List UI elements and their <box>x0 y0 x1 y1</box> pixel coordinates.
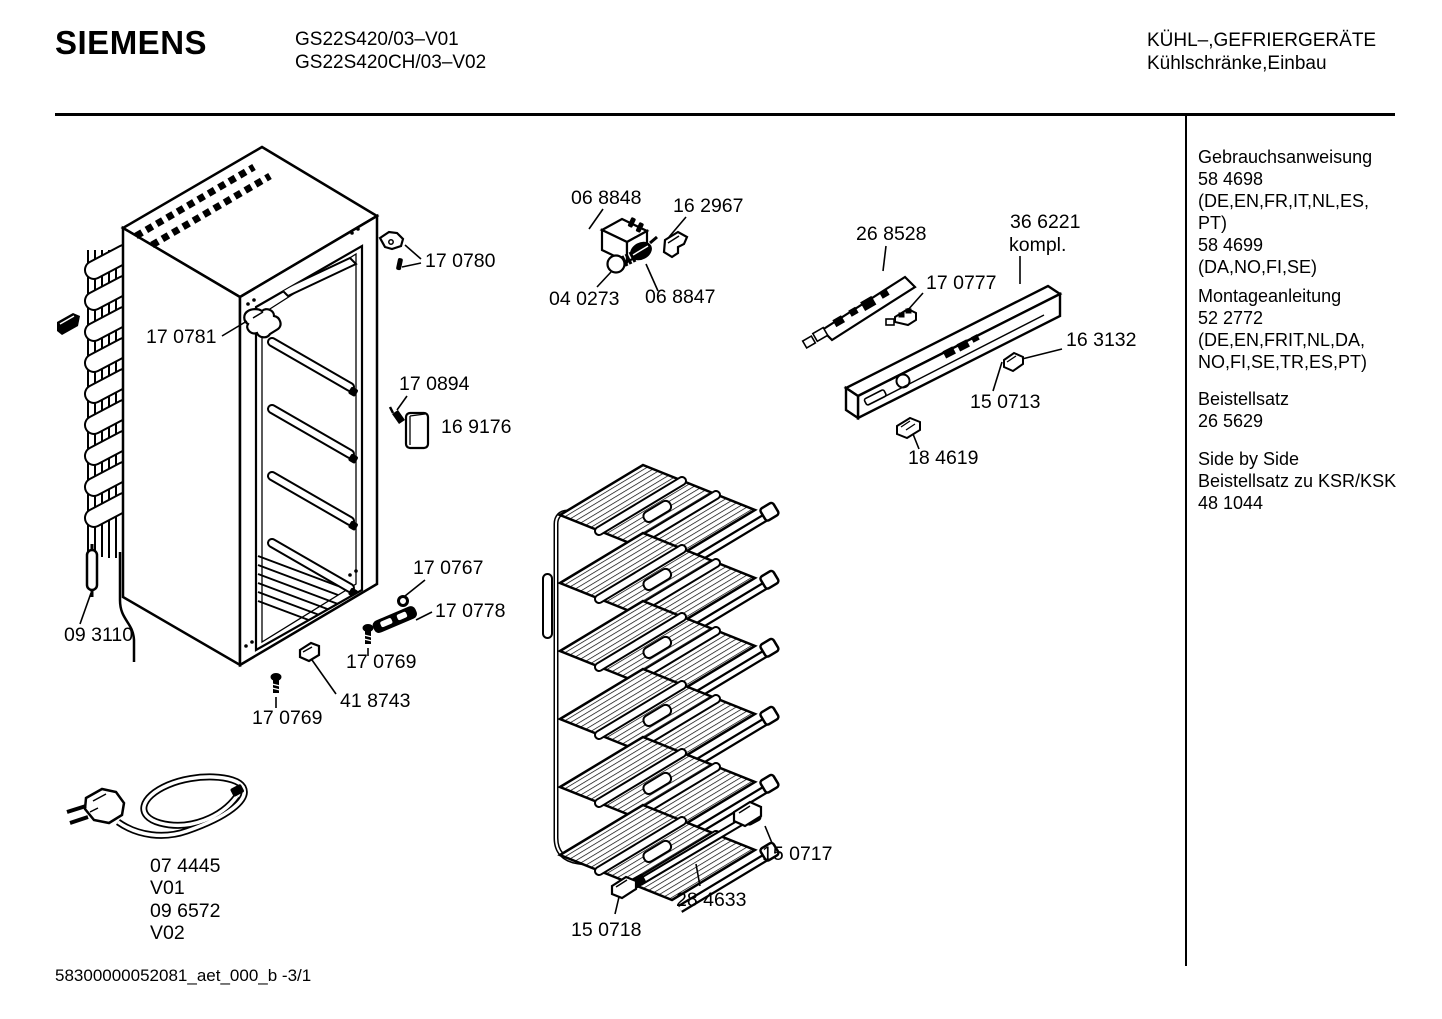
category-line-2: Kühlschränke,Einbau <box>1147 53 1327 74</box>
section-line: (DE,EN,FR,IT,NL,ES, <box>1198 191 1370 211</box>
shelf-stack-drawing <box>543 465 779 909</box>
bracket-4619-part <box>897 418 920 438</box>
control-panel-drawing <box>803 277 1060 438</box>
section-line: (DE,EN,FRIT,NL,DA, <box>1198 330 1366 350</box>
part-label-170767: 17 0767 <box>413 557 484 579</box>
document-id: 58300000052081_aet_000_b -3/1 <box>55 966 312 985</box>
part-label-kompl: kompl. <box>1009 234 1067 256</box>
top-hinge-part <box>380 232 403 270</box>
part-label-096572: 09 6572 <box>150 900 221 922</box>
bottom-hinge-plate <box>371 605 418 635</box>
part-label-170780: 17 0780 <box>425 250 496 272</box>
screw-part <box>271 673 282 693</box>
drier-part <box>87 544 97 597</box>
part-label-284633: 28 4633 <box>676 889 747 911</box>
board-clip-part <box>886 309 916 325</box>
section-line: PT) <box>1198 213 1227 233</box>
part-label-184619: 18 4619 <box>908 447 979 469</box>
cabinet-body <box>123 147 377 665</box>
part-label-170781: 17 0781 <box>146 326 217 348</box>
power-cord-drawing <box>67 777 245 835</box>
section-title: Side by Side <box>1198 449 1300 469</box>
panel-clip-part <box>1004 353 1023 371</box>
section-title: Gebrauchsanweisung <box>1198 147 1373 167</box>
part-label-093110: 09 3110 <box>64 624 134 646</box>
brand-logo: SIEMENS <box>55 24 208 61</box>
section-title: Beistellsatz <box>1198 389 1290 409</box>
part-label-162967: 16 2967 <box>673 195 744 217</box>
part-label-169176: 16 9176 <box>441 416 512 438</box>
section-line: 52 2772 <box>1198 308 1264 328</box>
part-label-170894: 17 0894 <box>399 373 470 395</box>
cover-part <box>406 413 428 448</box>
part-label-150713: 15 0713 <box>970 391 1041 413</box>
part-label-074445: 07 4445 <box>150 855 221 877</box>
part-label-366221: 36 6221 <box>1010 211 1081 233</box>
category-line-1: KÜHL–,GEFRIERGERÄTE <box>1147 30 1377 51</box>
part-label-150717: 15 0717 <box>762 843 833 865</box>
section-line: 58 4698 <box>1198 169 1264 189</box>
part-label-170769-right: 17 0769 <box>346 651 417 673</box>
cap-part <box>399 597 408 606</box>
part-label-170778: 17 0778 <box>435 600 506 622</box>
part-label-150718: 15 0718 <box>571 919 642 941</box>
lamp-assembly-drawing <box>602 218 687 273</box>
part-label-268528: 26 8528 <box>856 223 927 245</box>
section-title: Montageanleitung <box>1198 286 1342 306</box>
model-line-1: GS22S420/03–V01 <box>295 29 459 50</box>
shelf-bracket-left-part <box>612 877 636 898</box>
part-label-v02: V02 <box>150 922 185 944</box>
part-label-068848: 06 8848 <box>571 187 642 209</box>
screw-part <box>363 624 374 644</box>
section-line: NO,FI,SE,TR,ES,PT) <box>1198 352 1368 372</box>
part-label-v01: V01 <box>150 877 185 899</box>
part-label-040273: 04 0273 <box>549 288 620 310</box>
section-line: Beistellsatz zu KSR/KSK <box>1198 471 1397 491</box>
part-label-170769-left: 17 0769 <box>252 707 323 729</box>
lamp-bracket-part <box>664 232 687 257</box>
section-line: 26 5629 <box>1198 411 1264 431</box>
section-line: 58 4699 <box>1198 235 1264 255</box>
clip-part <box>300 643 319 661</box>
model-line-2: GS22S420CH/03–V02 <box>295 52 487 73</box>
part-label-418743: 41 8743 <box>340 690 411 712</box>
part-label-163132: 16 3132 <box>1066 329 1137 351</box>
section-line: 48 1044 <box>1198 493 1264 513</box>
section-line: (DA,NO,FI,SE) <box>1198 257 1318 277</box>
part-label-170777: 17 0777 <box>926 272 997 294</box>
part-label-068847: 06 8847 <box>645 286 716 308</box>
